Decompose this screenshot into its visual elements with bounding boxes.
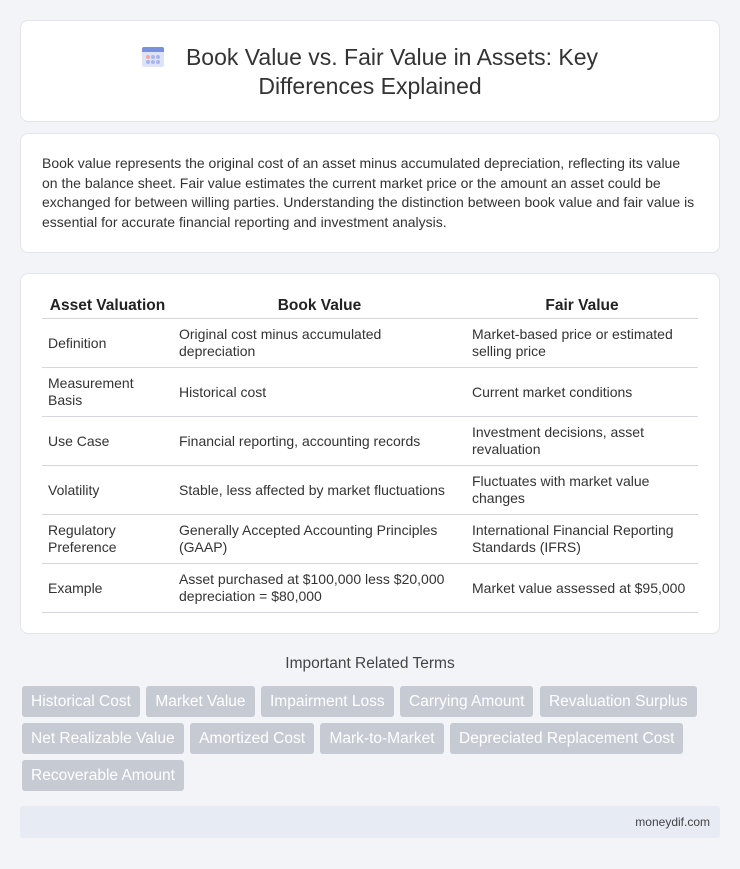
comparison-table (42, 293, 698, 613)
footer (20, 806, 720, 838)
row-label: Measurement Basis (42, 368, 173, 417)
book-value-cell: Asset purchased at $100,000 less $20,000 depreciation = $80,000 (173, 564, 466, 613)
intro-paragraph: Book value represents the original cost of an asset minus accumulated depreciation, reflecting its value on the balance sheet. Fair value estimates the current market price or the amount an asset could be exchanged for between willing parties. Understanding the distinction between book value and fair value is essential for accurate financial reporting and investment analysis. (42, 155, 695, 230)
table-header-row (42, 293, 698, 319)
fair-value-cell: Current market conditions (466, 368, 698, 417)
book-value-cell: Original cost minus accumulated depreciation (173, 319, 466, 368)
row-label: Definition (42, 319, 173, 368)
related-term-tag[interactable]: Net Realizable Value (22, 723, 184, 754)
fair-value-cell: Fluctuates with market value changes (466, 466, 698, 515)
fair-value-cell: Investment decisions, asset revaluation (466, 417, 698, 466)
page-title-text: Book Value vs. Fair Value in Assets: Key Differences Explained (185, 44, 599, 99)
row-label: Example (42, 564, 173, 613)
column-header: Book Value (173, 293, 466, 319)
related-terms-list (22, 686, 722, 797)
related-term-tag[interactable]: Impairment Loss (261, 686, 394, 717)
related-term-tag[interactable]: Historical Cost (22, 686, 140, 717)
column-header: Asset Valuation (42, 293, 173, 319)
table-row (42, 368, 698, 417)
table-row (42, 466, 698, 515)
related-term-tag[interactable]: Mark-to-Market (320, 723, 443, 754)
related-term-tag[interactable]: Market Value (146, 686, 254, 717)
table-row (42, 319, 698, 368)
page-title (21, 43, 719, 101)
intro-card (20, 133, 720, 253)
book-value-cell: Generally Accepted Accounting Principles (GAAP) (173, 515, 466, 564)
header-card (20, 20, 720, 122)
table-row (42, 417, 698, 466)
related-term-tag[interactable]: Carrying Amount (400, 686, 533, 717)
row-label: Volatility (42, 466, 173, 515)
book-value-cell: Stable, less affected by market fluctuations (173, 466, 466, 515)
column-header: Fair Value (466, 293, 698, 319)
fair-value-cell: Market value assessed at $95,000 (466, 564, 698, 613)
row-label: Regulatory Preference (42, 515, 173, 564)
fair-value-cell: Market-based price or estimated selling price (466, 319, 698, 368)
table-row (42, 515, 698, 564)
book-value-cell: Financial reporting, accounting records (173, 417, 466, 466)
related-term-tag[interactable]: Recoverable Amount (22, 760, 184, 791)
calendar-icon (142, 47, 164, 67)
related-term-tag[interactable]: Revaluation Surplus (540, 686, 697, 717)
footer-site-link[interactable]: moneydif.com (635, 815, 710, 829)
fair-value-cell: International Financial Reporting Standards (IFRS) (466, 515, 698, 564)
table-row (42, 564, 698, 613)
related-term-tag[interactable]: Amortized Cost (190, 723, 314, 754)
related-term-tag[interactable]: Depreciated Replacement Cost (450, 723, 683, 754)
book-value-cell: Historical cost (173, 368, 466, 417)
row-label: Use Case (42, 417, 173, 466)
comparison-table-card (20, 273, 720, 634)
related-terms-title: Important Related Terms (285, 655, 455, 672)
